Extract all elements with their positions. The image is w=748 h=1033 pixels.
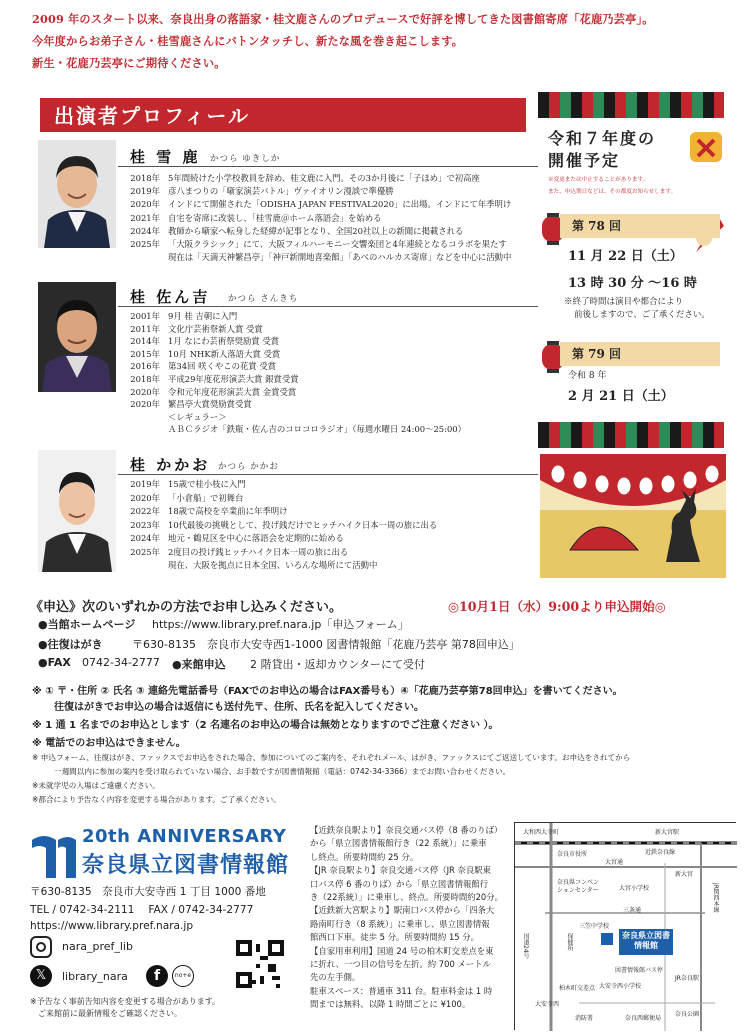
schedule-title-1: 令和７年度の <box>548 129 657 148</box>
performer-name: 桂 佐ん吉 <box>130 288 211 306</box>
history-text: 地元・鶴見区を中心に落語会を定期的に始める <box>168 533 344 543</box>
history-year: 2015年 <box>130 348 160 359</box>
history-row <box>118 335 530 348</box>
event-78-note-2: 前後しますので、ご了承ください。 <box>574 310 710 320</box>
history-row <box>118 225 530 238</box>
history-row <box>118 532 530 546</box>
history-text: 令和元年度花形演芸大賞 金賞受賞 <box>168 386 297 397</box>
history-row <box>118 238 530 251</box>
map-jr-line: JR関西本線 <box>712 883 719 913</box>
history-year: 2022年 <box>130 506 160 516</box>
event-79-label-bar <box>560 342 720 366</box>
divider <box>118 306 538 307</box>
history-text: 「小倉船」で初舞台 <box>168 492 244 503</box>
map-kashiwagi: 柏木町交差点 <box>559 985 596 992</box>
history-row <box>118 423 530 436</box>
event-79-label: 第 79 回 <box>572 347 622 361</box>
history-year: 2019年 <box>130 186 160 197</box>
library-address: 〒630-8135 奈良市大安寺西 1 丁目 1000 番地 <box>30 886 266 898</box>
performer-sankichi <box>38 282 532 442</box>
history-text: ＜レギュラー＞ <box>168 411 227 422</box>
history-row <box>118 360 530 373</box>
performer-photo <box>38 282 116 392</box>
x-handle[interactable]: library_nara <box>62 970 128 983</box>
schedule-title-2: 開催予定 <box>548 151 621 170</box>
history-year: 2019年 <box>130 479 160 489</box>
history-row <box>118 310 530 323</box>
performer-kana: かつら さんきち <box>228 294 299 304</box>
instagram-icon[interactable] <box>30 936 52 958</box>
map-fire-station: 消防署 <box>575 1015 594 1022</box>
history-year: 2025年 <box>130 239 160 250</box>
history-row <box>118 185 530 198</box>
history-row <box>118 172 530 185</box>
map-sanjo: 三条通 <box>623 907 642 914</box>
footer <box>0 820 748 1033</box>
library-tel-fax: TEL / 0742-34-2111 FAX / 0742-34-2777 <box>30 904 254 916</box>
apply-note-5: ※未就学児の入場はご遠慮ください。 <box>32 781 160 790</box>
map-shinomiya: 新大宮 <box>675 871 694 878</box>
history-row <box>118 348 530 361</box>
performer-history <box>118 310 530 436</box>
history-row <box>118 386 530 399</box>
library-name: 奈良県立図書情報館 <box>82 852 290 878</box>
history-year: 2020年 <box>130 386 160 397</box>
history-year: 2020年 <box>130 399 160 410</box>
fax-value: 0742-34-2777 <box>82 656 160 669</box>
access-line: 先の左手側。 <box>310 972 361 983</box>
library-url[interactable]: https://www.library.pref.nara.jp <box>30 920 194 932</box>
apply-note-4b: 一週間以内に参加の案内を受け取られていない場合、お手数ですが図書情報館（電話：0742-34-3366）までお問い合わせください。 <box>54 767 511 776</box>
decor-stripe-bottom <box>538 422 724 448</box>
history-text: インドにて開催された「ODISHA JAPAN FESTIVAL2020」に出場。インドにて年季明け <box>168 199 512 210</box>
history-year: 2001年 <box>130 311 160 321</box>
history-row <box>118 505 530 519</box>
history-row <box>118 546 530 560</box>
map-daianji: 大安寺西 <box>535 1001 560 1008</box>
history-text: 第34回 咲くやこの花賞 受賞 <box>168 361 277 372</box>
history-row <box>118 198 530 211</box>
map-route24: 国道24号 <box>522 933 529 959</box>
history-row <box>118 559 530 573</box>
map-convention: 奈良県コンベンションセンター <box>557 879 600 894</box>
visit-value: 2 階貸出・返却カウンターにて受付 <box>250 658 426 671</box>
intro-line-1: 2009 年のスタート以来、奈良出身の落語家・桂文鹿さんのプロデュースで好評を博してきた図書館寄席「花鹿乃芸亭」。 <box>32 12 654 26</box>
event-78-label-bar <box>560 214 720 238</box>
history-text: 繁昌亭大賞奨励賞受賞 <box>168 399 252 410</box>
apply-note-2: ※ 1 通 1 名までのお申込とします（2 名連名のお申込の場合は無効となりますのでご注意ください ）。 <box>32 720 499 731</box>
history-text: 平成29年度花形演芸大賞 銀賞受賞 <box>168 373 299 384</box>
map-kintetsu-line: 近鉄奈良線 <box>645 849 676 856</box>
performer-name: 桂 かかお <box>130 456 211 474</box>
performer-yukishika <box>38 140 532 280</box>
history-text: 9月 桂 吉朝に入門 <box>168 311 238 321</box>
performer-kana: かつら かかお <box>218 462 279 472</box>
history-text: 2度目の投げ銭ヒッチハイク日本一周の旅に出る <box>168 546 349 557</box>
event-79-date: 2 月 21 日（土） <box>568 389 674 404</box>
performer-history <box>118 478 530 573</box>
apply-note-4: ※ 申込フォーム、往復はがき、ファックスでお申込をされた場合、参加についてのご案内を、それぞれメール、はがき、ファックスにてご返送しています。お申込をされてから <box>32 753 631 762</box>
apply-heading: 《申込》次のいずれかの方法でお申し込みください。 <box>30 600 343 615</box>
profile-title: 出演者プロフィール <box>54 104 250 128</box>
portrait-image <box>38 140 116 248</box>
history-year: 2024年 <box>130 533 160 543</box>
profile-title-underline <box>40 130 526 132</box>
schedule-note-1: ※変更または中止することがあります。 <box>548 177 649 183</box>
x-icon[interactable]: 𝕏 <box>30 965 52 987</box>
anniversary: 20th ANNIVERSARY <box>82 826 287 847</box>
access-line: に折れ、一つ目の信号を左折。約 700 メートル <box>310 959 491 970</box>
event-78-date: 11 月 22 日（土） <box>568 249 683 264</box>
history-year: 2023年 <box>130 519 160 530</box>
map-mikasa: 三笠中学校 <box>579 923 610 930</box>
fax-label: ●FAX <box>38 656 71 669</box>
access-info <box>310 824 506 1012</box>
event-78-note-1: ※終了時間は演目や都合により <box>564 297 684 307</box>
history-text: 現在、大阪を拠点に日本全国、いろんな場所にて活動中 <box>168 560 378 570</box>
history-text: ＡＢＣラジオ「鉄瓶・佐ん吉のコロコロラジオ」（毎週水曜日 24:00～25:00） <box>168 424 466 435</box>
access-line: 間までは無料、以降 1 時間ごとに ¥100。 <box>310 999 471 1010</box>
access-line: 口バス停 6 番のりば）から「県立図書情報館行 <box>310 878 489 889</box>
portrait-image <box>38 282 116 392</box>
map-jr-nara: JR奈良駅 <box>675 975 699 982</box>
history-year: 2014年 <box>130 336 160 347</box>
access-line: し終点。所要時間約 25 分。 <box>310 851 419 862</box>
map-library: 奈良県立図書情報館 <box>622 931 670 950</box>
event-78-time: 13 時 30 分 ～16 時 <box>568 276 697 291</box>
history-text: 教師から噺家へ転身した経緯が記事となり、全国20社以上の新聞に掲載される <box>168 225 464 236</box>
history-row <box>118 212 530 225</box>
footer-note-2: ご来館前に最新情報をご確認ください。 <box>38 1009 182 1018</box>
note-icon[interactable]: no+e <box>172 965 194 987</box>
library-logo-icon <box>30 830 78 880</box>
performer-name: 桂 雪 鹿 <box>130 148 201 166</box>
access-line: 【近鉄新大宮駅より】駅南口バス停から「四条大 <box>310 905 495 916</box>
history-text: 10代最後の挑戦として、投げ銭だけでヒッチハイク日本一周の旅に出る <box>168 519 438 530</box>
history-year: 2018年 <box>130 173 160 183</box>
history-row <box>118 492 530 506</box>
history-row <box>118 373 530 386</box>
facebook-icon[interactable]: f <box>146 965 168 987</box>
map-nara-park: 奈良公園 <box>675 1011 700 1018</box>
history-year: 2020年 <box>130 492 160 503</box>
history-row <box>118 478 530 492</box>
map-omiya-dori: 大宮通 <box>605 859 624 866</box>
event-79-year: 令和 8 年 <box>568 371 607 381</box>
history-text: 彦八まつりの「噺家演芸バトル」ヴァイオリン漫談で準優勝 <box>168 186 394 197</box>
access-line: 【自家用車利用】国道 24 号の柏木町交差点を東 <box>310 945 494 956</box>
event-78-label: 第 78 回 <box>572 219 622 233</box>
map-post-office: 奈良西郵便局 <box>625 1015 662 1022</box>
visit-label: ●来館申込 <box>172 658 226 671</box>
intro-line-3: 新生・花鹿乃芸亭にご期待ください。 <box>32 56 226 70</box>
stage-illustration <box>540 454 726 578</box>
portrait-image <box>38 450 116 572</box>
access-line: から「県立図書情報館行き（22 系統）」に乗車 <box>310 838 487 849</box>
history-year: 2024年 <box>130 225 160 236</box>
map-daianji-school: 大安寺西小学校 <box>599 983 642 990</box>
apply-note-1b: 往復はがきでお申込の場合は返信にも送付先〒、住所、氏名を記入してください。 <box>54 702 424 713</box>
performer-kakao <box>38 450 532 580</box>
intro-line-2: 今年度からお弟子さん・桂雪鹿さんにバトンタッチし、新たな風を巻き起こします。 <box>32 34 464 48</box>
schedule-note-2: また、申込期日などは、その都度お知らせします。 <box>548 189 677 195</box>
performer-photo <box>38 140 116 248</box>
performer-kana: かつら ゆきしか <box>210 154 281 164</box>
history-row <box>118 323 530 336</box>
profile-title-bar <box>40 98 526 130</box>
access-line: 駐車スペース：普通車 311 台。駐車料金は 1 時 <box>310 985 493 996</box>
map-bus-stop: 図書情報館バス停 <box>615 967 664 974</box>
history-text: 「大阪クラシック」にて、大阪フィルハーモニー交響楽団と4年連続となるコラボを果たす <box>168 239 507 250</box>
history-year: 2018年 <box>130 373 160 384</box>
history-year: 2021年 <box>130 212 160 223</box>
history-text: 自宅を寄席に改装し、「桂雪鹿＠ホーム落語会」を始める <box>168 212 382 223</box>
access-line: 【JR 奈良駅より】奈良交通バス停（JR 奈良駅東 <box>310 865 492 876</box>
history-year: 2011年 <box>130 323 160 334</box>
history-text: 文化庁芸術祭新人賞 受賞 <box>168 323 263 334</box>
history-text: 10月 NHK新人落語大賞 受賞 <box>168 348 281 359</box>
divider <box>118 474 538 475</box>
apply-note-3: ※ 電話でのお申込はできません。 <box>32 738 186 749</box>
post-label: ●往復はがき <box>38 638 103 651</box>
post-value: 〒630-8135 奈良市大安寺西1-1000 図書情報館「花鹿乃芸亭 第78回申込」 <box>132 638 520 651</box>
access-map <box>514 822 736 1030</box>
history-year: 2025年 <box>130 546 160 557</box>
performer-photo <box>38 450 116 572</box>
history-year: 2020年 <box>130 199 160 210</box>
history-text: 15歳で桂小枝に入門 <box>168 479 246 489</box>
map-hosyo: 保健所 <box>566 933 573 951</box>
intro-text <box>32 8 732 74</box>
access-line: 館西口下車。徒歩 5 分。所要時間約 15 分。 <box>310 932 480 943</box>
footer-note-1: ※予告なく事前告知内容を変更する場合があります。 <box>30 997 221 1006</box>
map-city-hall: 奈良市役所 <box>557 851 588 858</box>
history-row <box>118 398 530 411</box>
history-row <box>118 519 530 533</box>
history-year: 2016年 <box>130 361 160 372</box>
sign-icon <box>688 128 724 168</box>
history-text: 1月 なにわ芸術祭奨励賞 受賞 <box>168 336 280 347</box>
apply-start: ◎10月1日（水）9:00より申込開始◎ <box>448 599 666 614</box>
history-row <box>118 411 530 424</box>
event-78-note <box>564 296 710 322</box>
history-text: 18歳で高校を卒業前に年季明け <box>168 506 288 516</box>
performer-history <box>118 172 530 264</box>
access-line: 路南町行き（8 系統）」に乗車し、県立図書情報 <box>310 918 490 929</box>
hp-label: ●当館ホームページ <box>38 618 136 631</box>
qr-code[interactable] <box>236 940 284 988</box>
apply-note-1: ※ ① 〒・住所 ② 氏名 ③ 連絡先電話番号（FAXでのお申込の場合はFAX番号も）④「花鹿乃芸亭第78回申込」を書いてください。 <box>32 686 623 697</box>
access-line: 【近鉄奈良駅より】奈良交通バス停（8 番のりば） <box>310 825 503 835</box>
map-daiwa: 大和西大寺町 <box>523 829 560 836</box>
map-shinomiya-station: 新大宮駅 <box>655 829 680 836</box>
access-line: き（22系統）」に乗車し、終点。所要時間約20分。 <box>310 892 503 903</box>
apply-note-6: ※都合により予告なく内容を変更する場合があります。ご了承ください。 <box>32 795 281 804</box>
history-text: 5年間続けた小学校教員を辞め、桂文鹿に入門。その3か月後に「子ほめ」で初高座 <box>168 173 480 183</box>
instagram-handle[interactable]: nara_pref_lib <box>62 940 133 953</box>
history-text: 現在は「天満天神繁昌亭」「神戸新開地喜楽館」「あべのハルカス寄席」などを中心に活動中 <box>168 252 512 263</box>
map-omiya-school: 大宮小学校 <box>619 885 650 892</box>
hp-link[interactable]: https://www.library.pref.nara.jp「申込フォーム」 <box>152 618 409 631</box>
decor-stripe-top <box>538 92 724 118</box>
history-row <box>118 251 530 264</box>
divider <box>118 166 538 167</box>
